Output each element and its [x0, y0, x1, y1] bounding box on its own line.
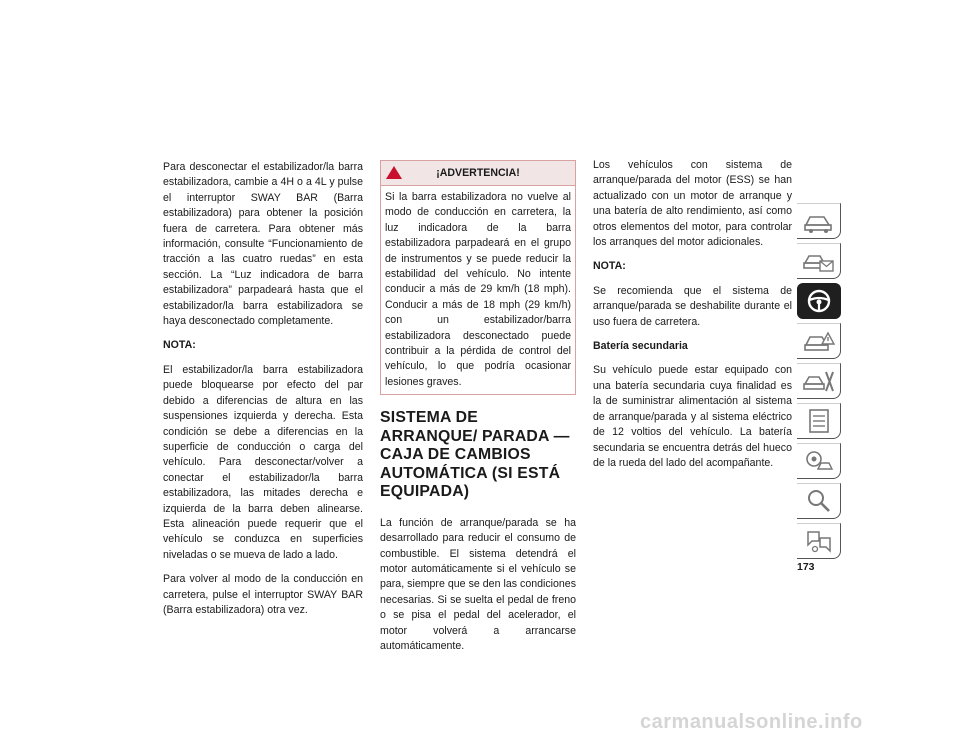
car-key-mail-icon	[802, 247, 836, 275]
tab-car-warning[interactable]	[797, 323, 841, 359]
paragraph: Para volver al modo de la conducción en carretera, pulse el interruptor SWAY BAR (Barra estabilizadora) otra vez.	[163, 573, 363, 616]
paragraph: Para desconectar el estabilizador/la barra estabilizadora, cambie a 4H o a 4L y pulse el interruptor SWAY BAR (Barra estabilizadora) para obtener la posición fuera de carretera. Para obtener más información, consulte “Funcionamiento de tracción a las cuatro ruedas” en esta sección. La “Luz indicadora de barra estabilizadora” parpadeará hasta que el estabilizador/la barra estabilizadora se haya desconectado completamente.	[163, 161, 363, 328]
settings-car-icon	[802, 447, 836, 475]
left-column	[163, 160, 363, 627]
warning-title: ¡ADVERTENCIA!	[436, 167, 520, 179]
warning-box	[380, 160, 576, 395]
paragraph: Los vehículos con sistema de arranque/parada del motor (ESS) se han actualizado con un motor de arranque y una batería de alto rendimiento, así como otros elementos del motor, para controlar los arranques del motor adicionales.	[593, 159, 792, 249]
car-info-icon	[802, 207, 836, 235]
paragraph: Su vehículo puede estar equipado con una batería secundaria cuya finalidad es la de suministrar alimentación al sistema de arranque/parada y al sistema eléctrico de 12 voltios del vehículo. La batería secundaria se encuentra detrás del hueco de la rueda del lado del acompañante.	[593, 364, 792, 469]
tab-car-tools[interactable]	[797, 363, 841, 399]
checklist-icon	[802, 407, 836, 435]
watermark: carmanualsonline.info	[640, 711, 863, 733]
tab-car-info[interactable]	[797, 203, 841, 239]
section-title: SISTEMA DE ARRANQUE/ PARADA — CAJA DE CAMBIOS AUTOMÁTICA (SI ESTÁ EQUIPADA)	[380, 409, 570, 501]
note-text: El estabilizador/la barra estabilizadora puede bloquearse por efecto del par debido a diferencias de altura en las suspensiones izquierda y derecha. Esta condición se debe a diferencias en la superficie de conducción o carga del vehículo. Para desconectar/volver a conectar el estabilizador/la barra estabilizadora, las mitades derecha e izquierda de la barra deben alinearse. Esta alineación puede requerir que el vehículo se conduzca en superficies niveladas o se mueva de lado a lado.	[163, 363, 363, 561]
search-icon	[802, 487, 836, 515]
car-tools-icon	[802, 367, 836, 395]
tab-language[interactable]	[797, 523, 841, 559]
tab-steering-wheel[interactable]	[797, 283, 841, 319]
note-label: NOTA:	[593, 260, 626, 273]
note-label: NOTA:	[163, 339, 196, 352]
steering-wheel-icon	[802, 287, 836, 315]
page-number: 173	[797, 561, 815, 573]
subheading: Batería secundaria	[593, 340, 688, 353]
paragraph: La función de arranque/parada se ha desarrollado para reducir el consumo de combustible. El sistema detendrá el motor automáticamente si el vehículo se para, siempre que se den las condiciones necesarias. Si se suelta el pedal de freno o se pisa el pedal del acelerador, el motor volverá a arrancarse automáticamente.	[380, 516, 576, 653]
warning-header	[381, 161, 575, 186]
tab-checklist[interactable]	[797, 403, 841, 439]
chapter-tabs	[797, 203, 841, 563]
tab-search[interactable]	[797, 483, 841, 519]
tab-settings-car[interactable]	[797, 443, 841, 479]
right-column	[593, 158, 792, 480]
note-text: Se recomienda que el sistema de arranque/parada se deshabilite durante el uso fuera de carretera.	[593, 284, 792, 328]
car-warning-icon	[802, 327, 836, 355]
warning-text: Si la barra estabilizadora no vuelve al modo de conducción en carretera, la luz indicadora de la barra estabilizadora parpadeará en el grupo de instrumentos y se puede reducir la estabilidad del vehículo. No intente conducir a más de 29 km/h (18 mph). Conducir a más de 18 mph (29 km/h) con un estabilizador/barra estabilizadora desconectado puede contribuir a la pérdida de control del vehículo, lo que podría ocasionar lesiones graves.	[385, 191, 571, 388]
language-icon	[802, 527, 836, 555]
middle-column	[380, 160, 576, 663]
tab-car-key-mail[interactable]	[797, 243, 841, 279]
